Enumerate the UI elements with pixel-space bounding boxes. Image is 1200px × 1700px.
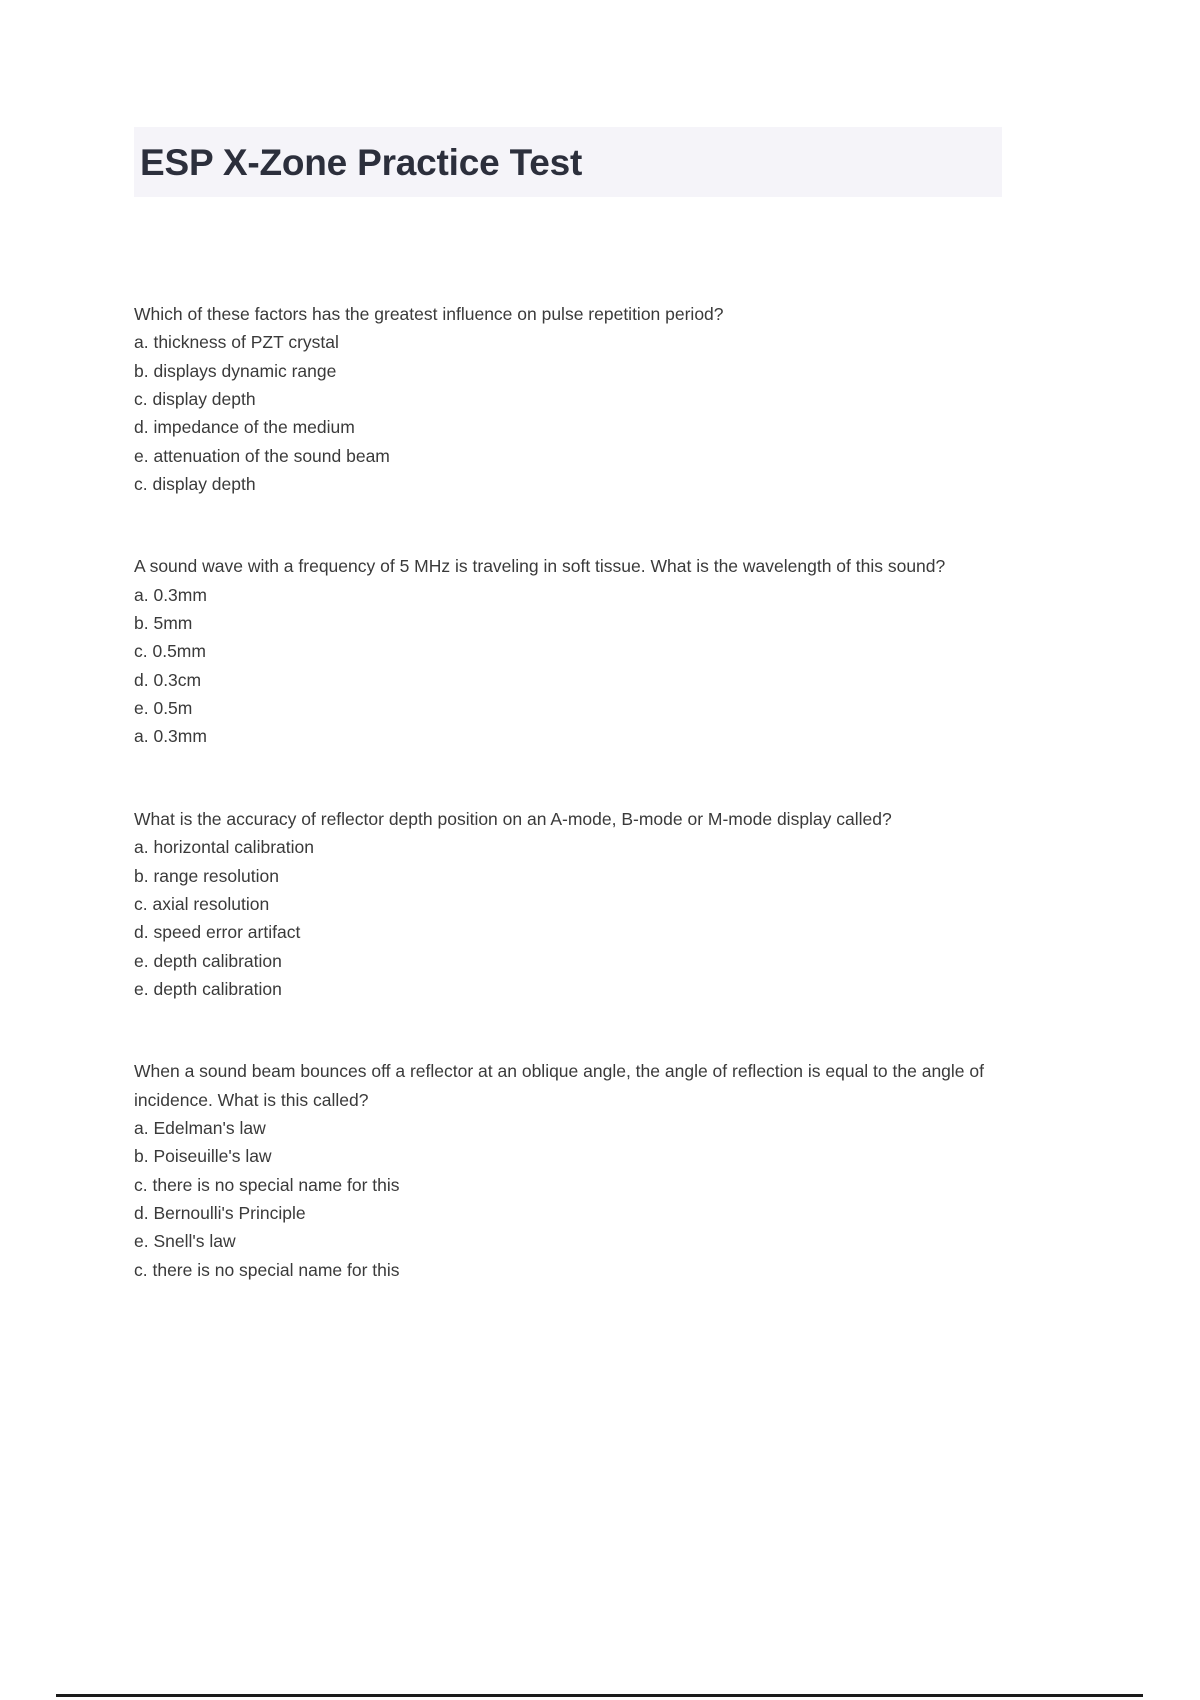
question-stem: A sound wave with a frequency of 5 MHz is traveling in soft tissue. What is the wavelength of this sound? (134, 556, 946, 577)
answer-option[interactable]: d. 0.3cm (134, 669, 202, 690)
answer-option[interactable]: d. speed error artifact (134, 922, 301, 943)
answer-option[interactable]: a. horizontal calibration (134, 837, 314, 858)
option-list (134, 1114, 1014, 1256)
question-stem: What is the accuracy of reflector depth position on an A-mode, B-mode or M-mode display called? (134, 808, 892, 829)
answer-option[interactable]: c. 0.5mm (134, 641, 206, 662)
question-stem: Which of these factors has the greatest influence on pulse repetition period? (134, 304, 724, 324)
option-list (134, 328, 1014, 470)
question-block (134, 552, 1014, 750)
page-title: ESP X-Zone Practice Test (140, 141, 583, 183)
answer-option[interactable]: d. Bernoulli's Principle (134, 1202, 306, 1223)
answer-option[interactable]: b. Poiseuille's law (134, 1146, 272, 1167)
answer-option[interactable]: e. Snell's law (134, 1231, 236, 1252)
answer-option[interactable]: a. Edelman's law (134, 1117, 266, 1138)
answer-option[interactable]: a. thickness of PZT crystal (134, 332, 339, 353)
answer-option[interactable]: c. display depth (134, 389, 256, 410)
answer-option[interactable]: c. there is no special name for this (134, 1174, 400, 1195)
answer-option[interactable]: b. 5mm (134, 613, 193, 634)
answer-option[interactable]: d. impedance of the medium (134, 417, 355, 438)
question-stem: When a sound beam bounces off a reflector at an oblique angle, the angle of reflection is equal to the angle of incidence. What is this called? (134, 1061, 984, 1110)
answer-option[interactable]: a. 0.3mm (134, 584, 207, 605)
answer-option[interactable]: b. range resolution (134, 865, 279, 886)
answer-option[interactable]: e. depth calibration (134, 950, 282, 971)
correct-answer: e. depth calibration (134, 978, 282, 999)
correct-answer: c. display depth (134, 474, 256, 495)
question-block (134, 300, 1014, 498)
questions-list (134, 300, 1014, 1284)
answer-option[interactable]: b. displays dynamic range (134, 360, 337, 381)
question-block (134, 805, 1014, 1003)
option-list (134, 833, 1014, 975)
footer-divider (56, 1694, 1143, 1697)
title-band (134, 127, 1002, 197)
answer-option[interactable]: e. 0.5m (134, 698, 193, 719)
option-list (134, 581, 1014, 723)
question-block (134, 1057, 1014, 1284)
correct-answer: c. there is no special name for this (134, 1259, 400, 1280)
correct-answer: a. 0.3mm (134, 726, 207, 747)
answer-option[interactable]: e. attenuation of the sound beam (134, 445, 390, 466)
answer-option[interactable]: c. axial resolution (134, 893, 270, 914)
